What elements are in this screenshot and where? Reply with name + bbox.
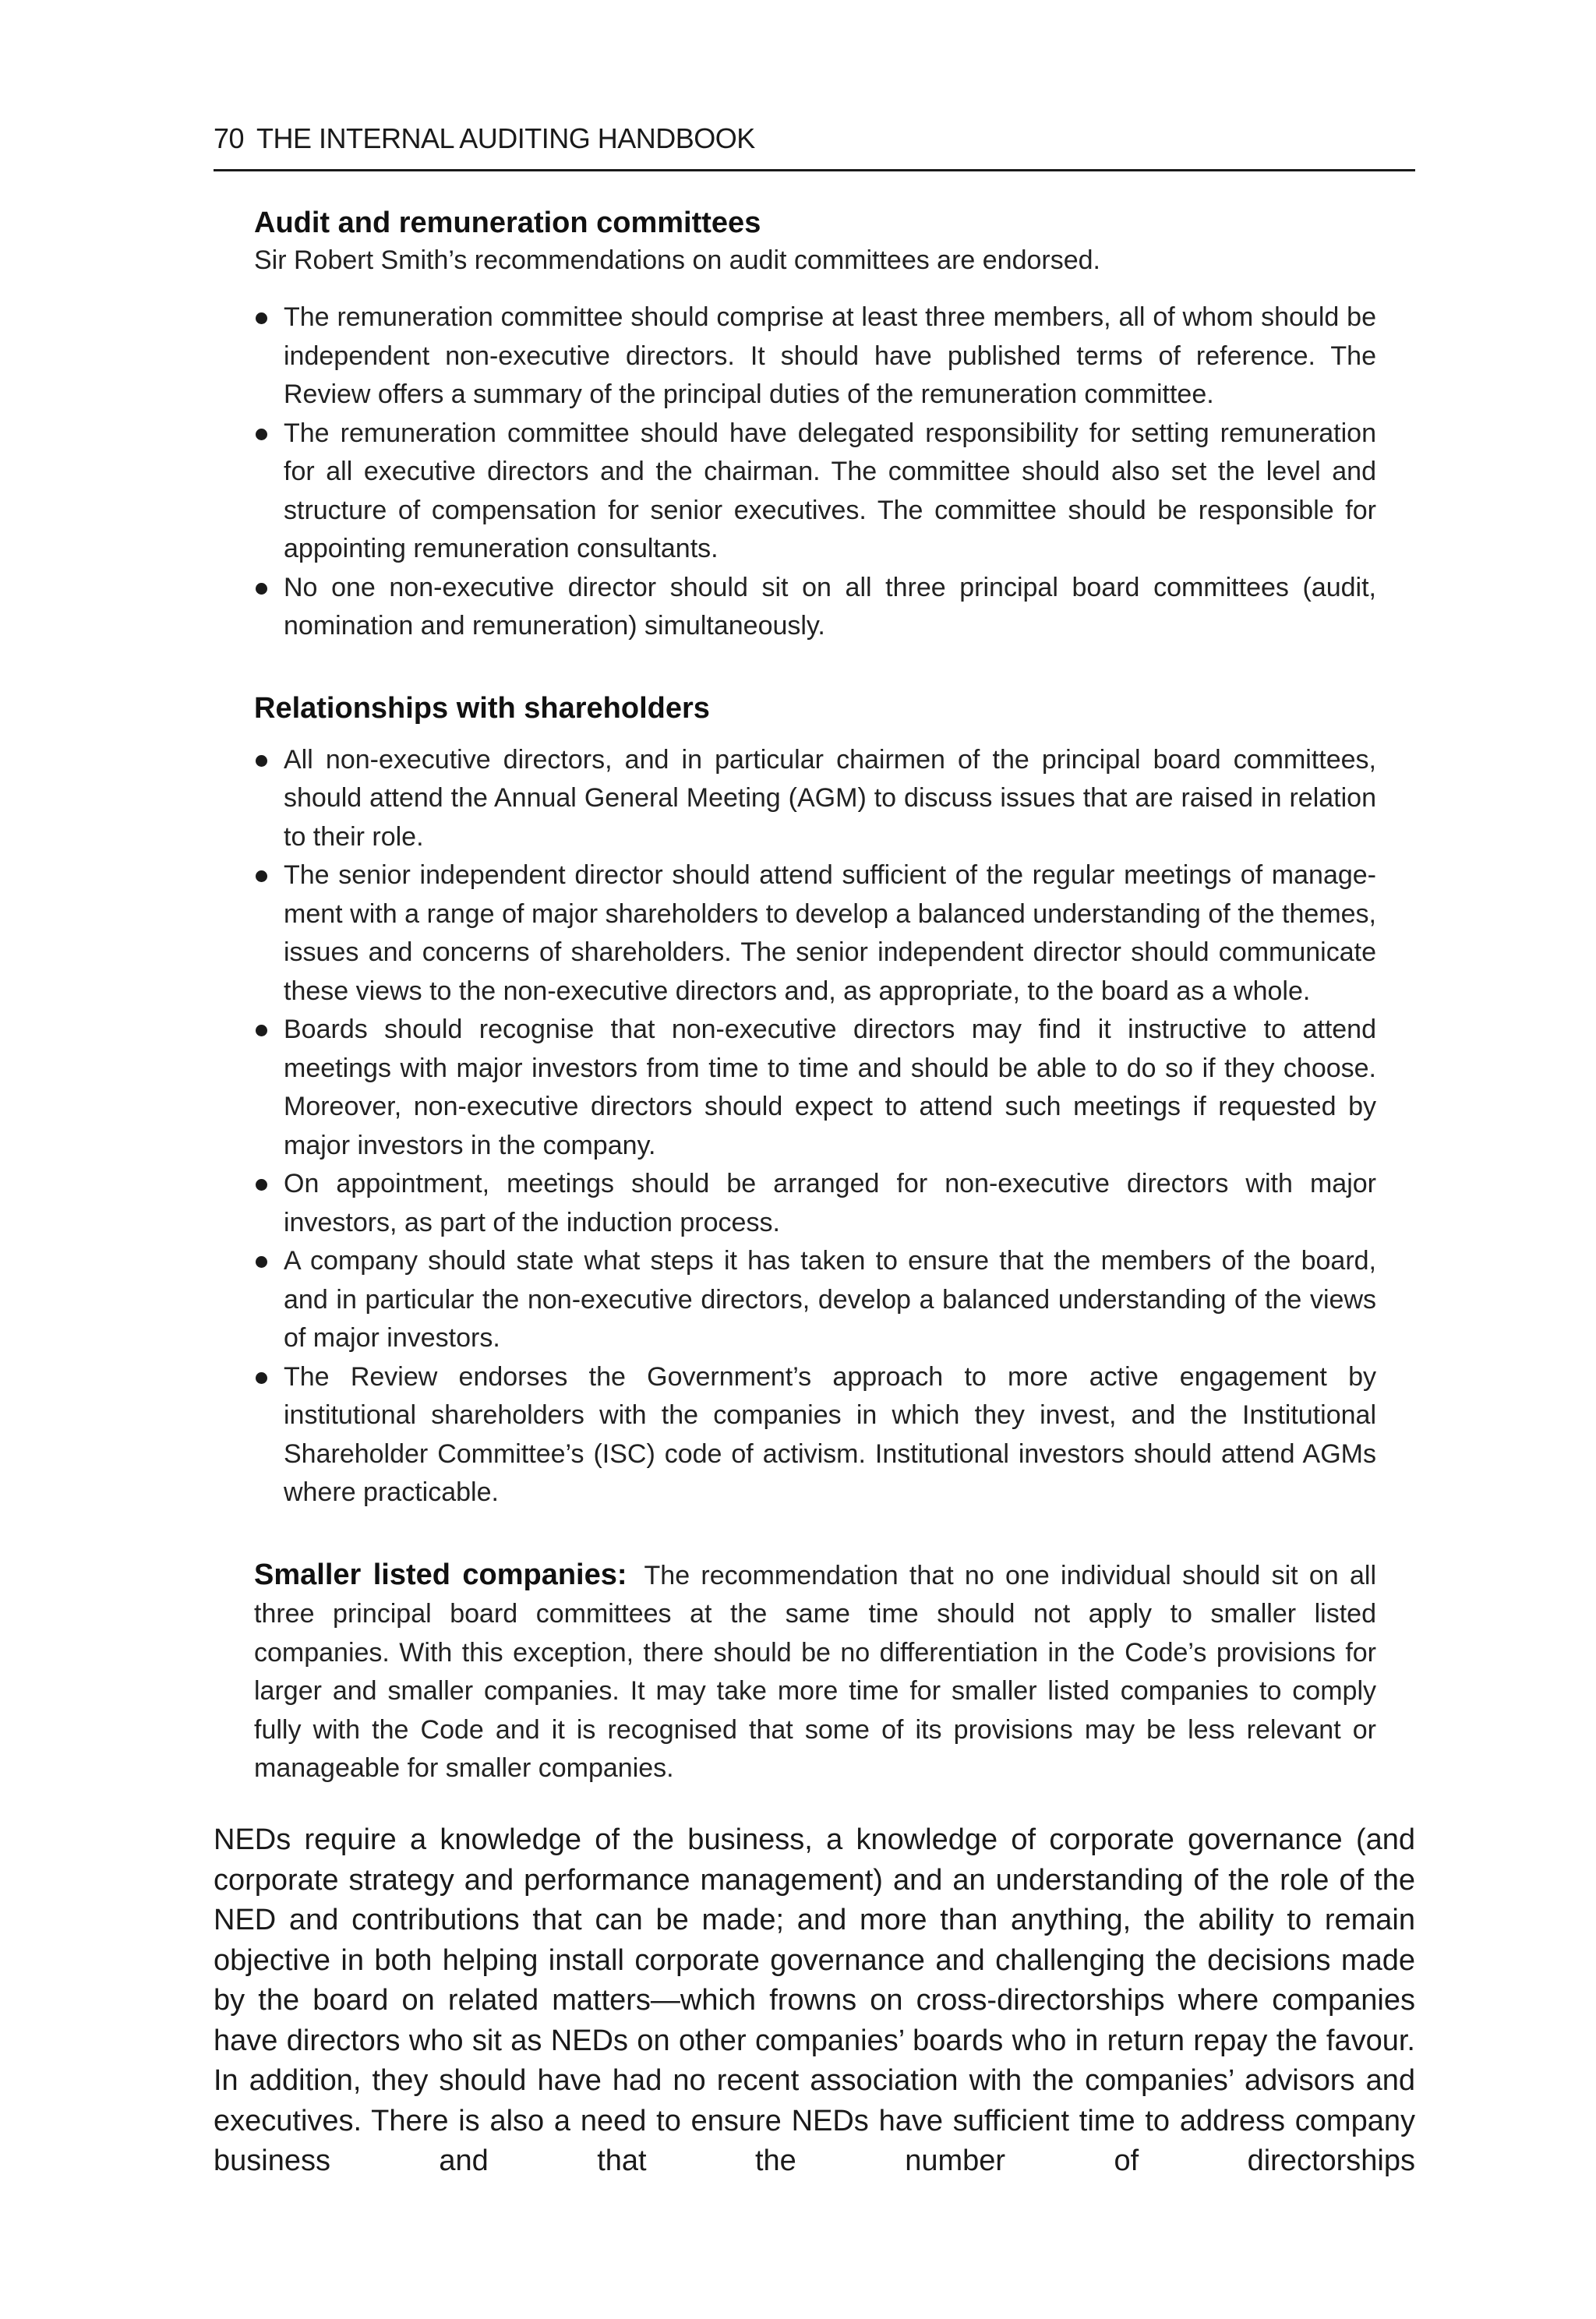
bullet-icon xyxy=(256,870,267,882)
list-item: A company should state what steps it has taken to ensure that the members of the board, and in particular the non-executive directors, develop a balanced understanding of the views of major investors. xyxy=(254,1242,1376,1358)
bullet-icon xyxy=(256,1025,267,1036)
bullet-icon xyxy=(256,755,267,767)
shareholders-section-title: Relationships with shareholders xyxy=(254,691,710,725)
page-number: 70 xyxy=(214,122,245,154)
bullet-icon xyxy=(256,1179,267,1191)
list-item: The senior independent director should attend sufficient of the regular meetings of manage-ment with a range of major shareholders to develop a balanced understanding of the themes, issues and concerns of shareholders. The senior independent director should communicate these views to the non-executive directors and, as appropriate, to the board as a whole. xyxy=(254,856,1376,1011)
bullet-icon xyxy=(256,1372,267,1384)
bullet-icon xyxy=(256,429,267,440)
list-item: On appointment, meetings should be arranged for non-executive directors with major investors, as part of the induction process. xyxy=(254,1165,1376,1242)
bullet-icon xyxy=(256,1256,267,1268)
list-item: The remuneration committee should have delegated responsibility for setting remuneration for all executive directors and the chairman. The committee should also set the level and structure of compensation for senior executives. The committee should be responsible for appointing remuneration consultants. xyxy=(254,415,1376,569)
body-paragraph: NEDs require a knowledge of the business, a knowledge of corporate governance (and corporate strategy and performance management) and an understanding of the role of the NED and contributions that can be made; and more than anything, the ability to remain objective in both helping install corporate governance and challenging the decisions made by the board on related matters—which frowns on cross-directorships where companies have directors who sit as NEDs on other companies’ boards who in return repay the favour. In addition, they should have had no recent association with the companies’ advisors and executives. There is also a need to ensure NEDs have sufficient time to address company business and that the number of directorships xyxy=(214,1823,1415,2177)
list-item: The Review endorses the Government’s approach to more active engagement by institutional shareholders with the companies in which they invest, and the Institutional Shareholder Committee’s (ISC) code of activism. Institutional investors should attend AGMs where practicable. xyxy=(254,1358,1376,1512)
running-head xyxy=(214,123,1415,171)
smaller-companies-title: Smaller listed companies: xyxy=(254,1558,627,1591)
book-title: THE INTERNAL AUDITING HANDBOOK xyxy=(256,122,755,154)
summary-extract xyxy=(254,204,1376,1815)
list-item: Boards should recognise that non-executive directors may find it instructive to attend meetings with major investors from time to time and should be able to do so if they choose. Moreover, non-executive directors should expect to attend such meetings if requested by major investors in the company. xyxy=(254,1011,1376,1165)
audit-section-lead: Sir Robert Smith’s recommendations on audit committees are endorsed. xyxy=(254,245,1100,275)
bullet-icon xyxy=(256,312,267,324)
shareholders-bullet-list xyxy=(254,741,1376,1512)
list-item: The remuneration committee should comprise at least three members, all of whom should be independent non-executive directors. It should have published terms of reference. The Review offers a summary of the principal duties of the remuneration committee. xyxy=(254,298,1376,415)
list-item: All non-executive directors, and in particular chairmen of the principal board committees, should attend the Annual General Meeting (AGM) to discuss issues that are raised in relation to their role. xyxy=(254,741,1376,857)
list-item: No one non-executive director should sit on all three principal board committees (audit, nomination and remuneration) simultaneously. xyxy=(254,569,1376,646)
audit-section-title: Audit and remuneration committees xyxy=(254,206,761,239)
audit-bullet-list xyxy=(254,298,1376,646)
smaller-companies-paragraph xyxy=(254,1556,1376,1788)
smaller-companies-text: The recommendation that no one individual should sit on all three principal board committees at the same time should not apply to smaller listed companies. With this exception, there should be no differentiation in the Code’s provisions for larger and smaller companies. It may take more time for smaller listed companies to comply fully with the Code and it is recognised that some of its provisions may be less relevant or manageable for smaller companies. xyxy=(254,1560,1376,1783)
bullet-icon xyxy=(256,583,267,595)
